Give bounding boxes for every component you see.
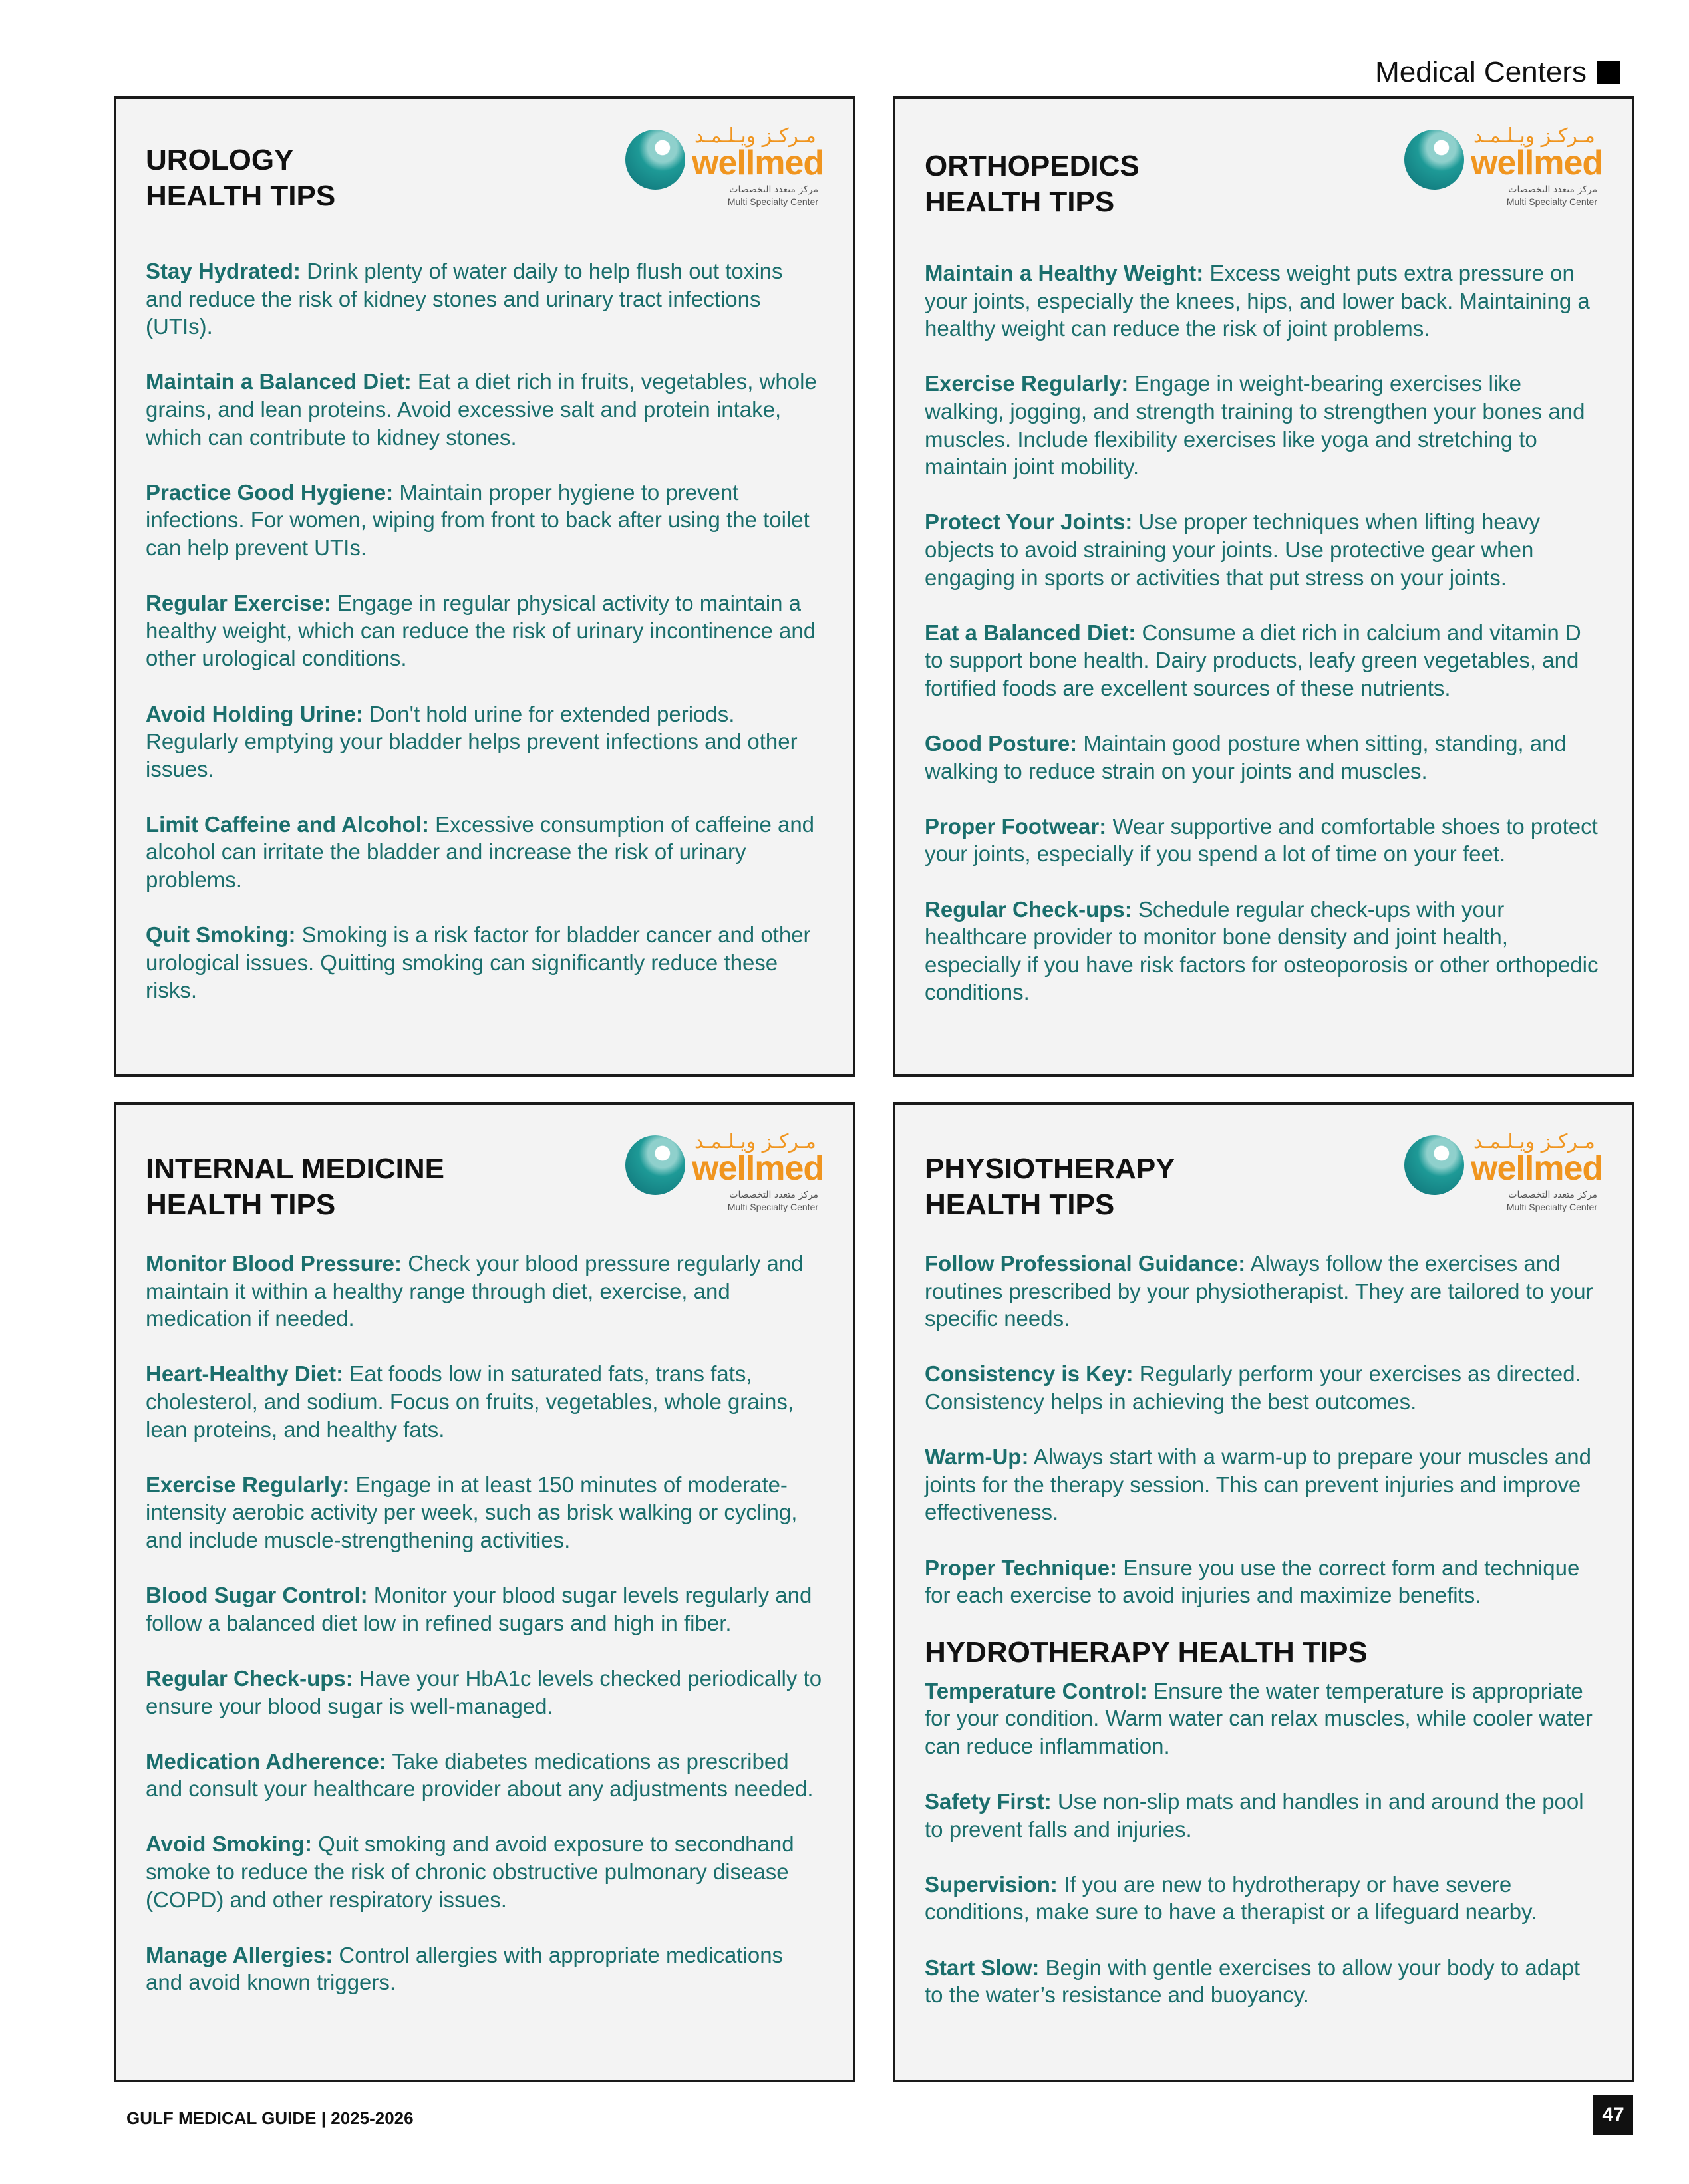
- tip-text: Maintain proper hygiene to prevent infections. For women, wiping from front to back after using the toilet can help prevent UTIs.: [146, 479, 810, 560]
- tip-text: Drink plenty of water daily to help flush out toxins and reduce the risk of kidney stones and urinary tract infections (UTIs).: [146, 259, 783, 339]
- hydrotherapy-title: HYDROTHERAPY HEALTH TIPS: [925, 1635, 1368, 1669]
- wellmed-logo: [625, 1130, 824, 1212]
- tip: [925, 1788, 1603, 1843]
- orthopedics-card: [893, 96, 1634, 1077]
- logo-brand: wellmed: [692, 1149, 824, 1188]
- tip: [925, 1871, 1603, 1926]
- internal-medicine-title-line1: INTERNAL MEDICINE: [146, 1153, 444, 1185]
- logo-brand: wellmed: [1471, 144, 1603, 182]
- wellmed-logo: [1404, 124, 1603, 207]
- tip: [146, 1830, 824, 1913]
- orthopedics-tips: [925, 259, 1603, 1034]
- tip-heading: Regular Exercise:: [146, 591, 331, 616]
- physiotherapy-title-line1: PHYSIOTHERAPY: [925, 1153, 1175, 1185]
- wellmed-logo: [625, 124, 824, 207]
- tip-heading: Quit Smoking:: [146, 922, 296, 948]
- physiotherapy-card: [893, 1102, 1634, 2082]
- tip-heading: Supervision:: [925, 1871, 1058, 1897]
- tip: [146, 257, 824, 341]
- logo-mark-icon: [1404, 130, 1464, 190]
- tip-heading: Consistency is Key:: [925, 1361, 1134, 1387]
- tip-heading: Monitor Blood Pressure:: [146, 1251, 402, 1276]
- tip-text: Always start with a warm-up to prepare your muscles and joints for the therapy session. This can prevent injuries and improve effectiveness.: [925, 1444, 1591, 1525]
- logo-arabic-name: مـركـز ويـلـمـد: [1473, 1130, 1595, 1153]
- tip: [925, 1554, 1603, 1609]
- tip: [146, 368, 824, 451]
- logo-arabic-sub: مركز متعدد التخصصات: [1508, 184, 1597, 195]
- tip: [146, 811, 824, 894]
- footer-guide-label: GULF MEDICAL GUIDE | 2025-2026: [126, 2108, 414, 2128]
- tip: [146, 1748, 824, 1803]
- tip: [146, 479, 824, 562]
- tip-text: Quit smoking and avoid exposure to secondhand smoke to reduce the risk of chronic obstructive pulmonary disease (COPD) and other respiratory issues.: [146, 1832, 794, 1912]
- tip-heading: Maintain a Balanced Diet:: [146, 369, 412, 394]
- tip-text: Don't hold urine for extended periods. Regularly emptying your bladder helps prevent infections and other issues.: [146, 701, 798, 781]
- tip-text: Ensure the water temperature is appropriate for your condition. Warm water can relax muscles, while cooler water can reduce inflammation.: [925, 1678, 1593, 1758]
- urology-title-line1: UROLOGY: [146, 144, 294, 176]
- urology-card: [114, 96, 855, 1077]
- tip: [146, 1471, 824, 1554]
- logo-english-sub: Multi Specialty Center: [727, 196, 818, 207]
- tip: [925, 508, 1603, 591]
- tip-text: Always follow the exercises and routines prescribed by your physiotherapist. They are tailored to your specific needs.: [925, 1251, 1593, 1331]
- orthopedics-title-line2: HEALTH TIPS: [925, 186, 1115, 218]
- logo-mark-icon: [1404, 1135, 1464, 1195]
- tip: [925, 1250, 1603, 1333]
- tip: [925, 619, 1603, 702]
- tip-heading: Warm-Up:: [925, 1444, 1029, 1470]
- logo-arabic-sub: مركز متعدد التخصصات: [729, 184, 818, 195]
- tip: [146, 1665, 824, 1720]
- tip-text: Wear supportive and comfortable shoes to protect your joints, especially if you spend a lot of time on your feet.: [925, 813, 1598, 867]
- tip: [925, 1677, 1603, 1760]
- tip-text: Use proper techniques when lifting heavy objects to avoid straining your joints. Use protective gear when engaging in sports or activities that put stress on your joints.: [925, 509, 1541, 590]
- tip-heading: Safety First:: [925, 1789, 1052, 1814]
- tip-text: Begin with gentle exercises to allow your body to adapt to the water’s resistance and buoyancy.: [925, 1955, 1581, 2008]
- urology-title-line2: HEALTH TIPS: [146, 180, 336, 212]
- wellmed-logo: [1404, 1130, 1603, 1212]
- tip: [146, 700, 824, 783]
- logo-english-sub: Multi Specialty Center: [1506, 1202, 1597, 1212]
- internal-medicine-tips: [146, 1250, 824, 2024]
- tip: [925, 813, 1603, 868]
- logo-arabic-name: مـركـز ويـلـمـد: [1473, 124, 1595, 148]
- tip-heading: Stay Hydrated:: [146, 259, 301, 283]
- logo-mark-icon: [625, 130, 685, 190]
- tip: [925, 1443, 1603, 1526]
- page-number: 47: [1593, 2095, 1633, 2135]
- section-header: [1375, 56, 1620, 89]
- tip-heading: Heart-Healthy Diet:: [146, 1361, 344, 1387]
- tip: [146, 1941, 824, 1996]
- tip: [146, 1250, 824, 1333]
- tip-heading: Regular Check-ups:: [146, 1665, 353, 1691]
- tip: [146, 589, 824, 672]
- tip-text: Engage in regular physical activity to maintain a healthy weight, which can reduce the risk of urinary incontinence and other urological conditions.: [146, 591, 816, 671]
- urology-tips: [146, 257, 824, 1032]
- tip-heading: Regular Check-ups:: [925, 896, 1132, 922]
- internal-medicine-title: [146, 1151, 444, 1223]
- tip-heading: Avoid Smoking:: [146, 1832, 312, 1857]
- orthopedics-title-line1: ORTHOPEDICS: [925, 150, 1140, 182]
- tip-heading: Follow Professional Guidance:: [925, 1251, 1246, 1276]
- tip: [925, 730, 1603, 785]
- tip-heading: Blood Sugar Control:: [146, 1583, 368, 1608]
- logo-arabic-sub: مركز متعدد التخصصات: [1508, 1190, 1597, 1200]
- tip-heading: Exercise Regularly:: [146, 1472, 350, 1497]
- tip: [925, 1360, 1603, 1415]
- tip-text: Use non-slip mats and handles in and around the pool to prevent falls and injuries.: [925, 1789, 1584, 1842]
- tip-text: Check your blood pressure regularly and maintain it within a healthy range through diet, exercise, and medication if needed.: [146, 1251, 804, 1331]
- tip: [925, 1954, 1603, 2009]
- logo-arabic-sub: مركز متعدد التخصصات: [729, 1190, 818, 1200]
- tip-heading: Protect Your Joints:: [925, 509, 1133, 535]
- tip-heading: Proper Footwear:: [925, 813, 1107, 839]
- tip-text: Schedule regular check-ups with your healthcare provider to monitor bone density and joint health, especially if you have risk factors for osteoporosis or other orthopedic conditions.: [925, 896, 1599, 1005]
- tip-heading: Practice Good Hygiene:: [146, 479, 394, 505]
- tip-text: Ensure you use the correct form and technique for each exercise to avoid injuries and maximize benefits.: [925, 1555, 1580, 1608]
- tip-text: Engage in at least 150 minutes of moderate-intensity aerobic activity per week, such as brisk walking or cycling, and include muscle-strengthening activities.: [146, 1472, 798, 1552]
- tip-text: If you are new to hydrotherapy or have severe conditions, make sure to have a therapist or a lifeguard nearby.: [925, 1871, 1537, 1925]
- tip-text: Consume a diet rich in calcium and vitamin D to support bone health. Dairy products, leafy green vegetables, and fortified foods are excellent sources of these nutrients.: [925, 620, 1581, 700]
- tip: [925, 370, 1603, 480]
- tip-heading: Eat a Balanced Diet:: [925, 620, 1136, 645]
- logo-english-sub: Multi Specialty Center: [1506, 196, 1597, 207]
- tip-text: Eat foods low in saturated fats, trans fats, cholesterol, and sodium. Focus on fruits, vegetables, whole grains, lean proteins, and healthy fats.: [146, 1361, 794, 1442]
- tip-heading: Good Posture:: [925, 731, 1078, 756]
- tip-heading: Maintain a Healthy Weight:: [925, 261, 1204, 285]
- logo-mark-icon: [625, 1135, 685, 1195]
- logo-arabic-name: مـركـز ويـلـمـد: [694, 1130, 816, 1153]
- tip-heading: Temperature Control:: [925, 1678, 1148, 1703]
- urology-title: [146, 142, 335, 214]
- tip-heading: Start Slow:: [925, 1955, 1040, 1980]
- tip-text: Take diabetes medications as prescribed and consult your healthcare provider about any adjustments needed.: [146, 1748, 814, 1802]
- section-label: Medical Centers: [1375, 56, 1587, 88]
- tip: [925, 259, 1603, 342]
- tip-text: Maintain good posture when sitting, standing, and walking to reduce strain on your joints and muscles.: [925, 731, 1567, 783]
- tip-heading: Limit Caffeine and Alcohol:: [146, 811, 429, 837]
- tip-text: Control allergies with appropriate medications and avoid known triggers.: [146, 1942, 784, 1995]
- tip-heading: Manage Allergies:: [146, 1942, 333, 1967]
- tip-text: Regularly perform your exercises as directed. Consistency helps in achieving the best outcomes.: [925, 1361, 1581, 1414]
- logo-brand: wellmed: [1471, 1149, 1603, 1188]
- orthopedics-title: [925, 148, 1140, 220]
- logo-arabic-name: مـركـز ويـلـمـد: [694, 124, 816, 148]
- tip-text: Have your HbA1c levels checked periodically to ensure your blood sugar is well-managed.: [146, 1665, 822, 1718]
- tip-heading: Proper Technique:: [925, 1555, 1118, 1580]
- tip: [146, 1360, 824, 1443]
- tip-heading: Avoid Holding Urine:: [146, 701, 363, 726]
- section-marker: [1597, 61, 1620, 84]
- tip: [146, 1581, 824, 1637]
- tip-text: Excess weight puts extra pressure on your joints, especially the knees, hips, and lower back. Maintaining a healthy weight can reduce the risk of joint problems.: [925, 261, 1590, 341]
- logo-brand: wellmed: [692, 144, 824, 182]
- tip-text: Smoking is a risk factor for bladder cancer and other urological issues. Quitting smoking can significantly reduce these risks.: [146, 922, 811, 1003]
- tip: [925, 896, 1603, 1006]
- tip-heading: Exercise Regularly:: [925, 371, 1129, 396]
- physiotherapy-title-line2: HEALTH TIPS: [925, 1188, 1115, 1221]
- physiotherapy-tips: [925, 1250, 1603, 2036]
- tip-text: Eat a diet rich in fruits, vegetables, whole grains, and lean proteins. Avoid excessive salt and protein intake, which can contribute to kidney stones.: [146, 369, 817, 450]
- tip-heading: Medication Adherence:: [146, 1748, 386, 1774]
- internal-medicine-card: [114, 1102, 855, 2082]
- logo-english-sub: Multi Specialty Center: [727, 1202, 818, 1212]
- internal-medicine-title-line2: HEALTH TIPS: [146, 1188, 336, 1221]
- tip-text: Engage in weight-bearing exercises like walking, jogging, and strength training to strengthen your bones and muscles. Include flexibility exercises like yoga and stretching to maintain joint mobility.: [925, 371, 1585, 479]
- physiotherapy-title: [925, 1151, 1175, 1223]
- tip-text: Excessive consumption of caffeine and alcohol can irritate the bladder and increase the risk of urinary problems.: [146, 811, 815, 892]
- tip: [146, 921, 824, 1004]
- tip-text: Monitor your blood sugar levels regularly and follow a balanced diet low in refined sugars and high in fiber.: [146, 1583, 812, 1635]
